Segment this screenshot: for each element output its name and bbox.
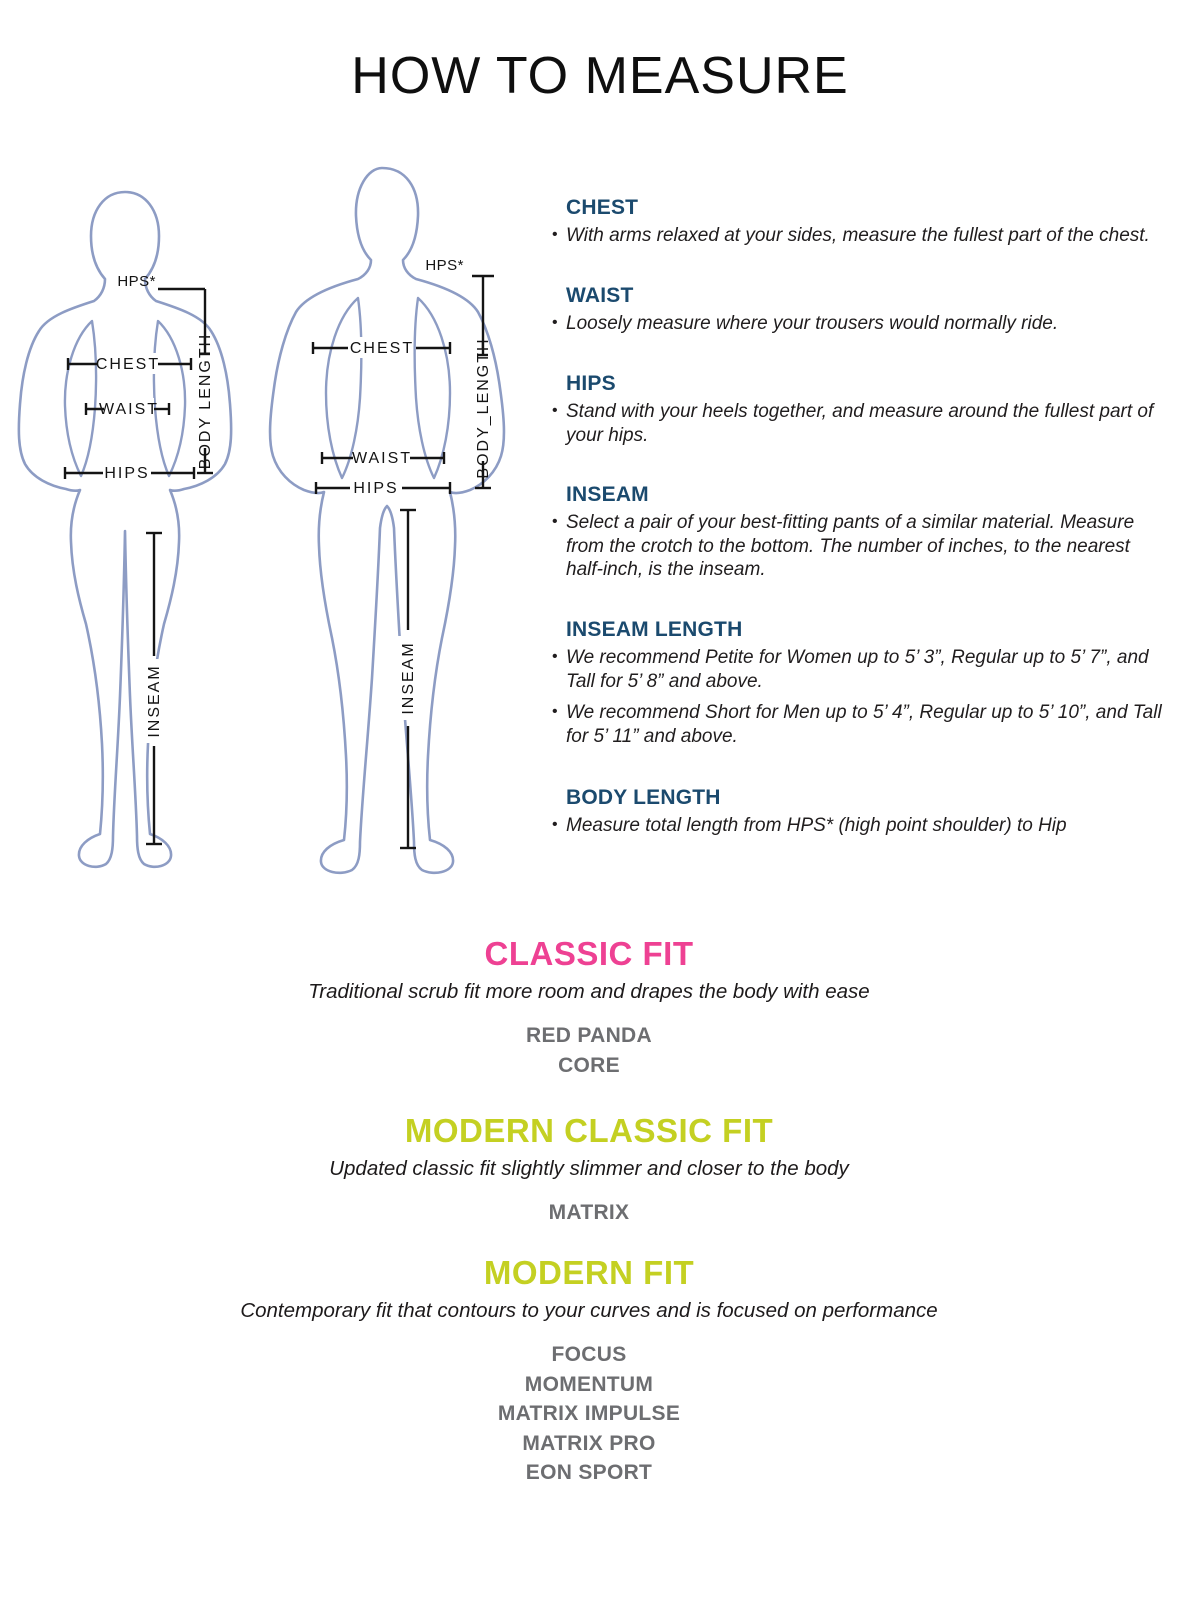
male-body-outline [270, 168, 504, 873]
fit-modern-classic-description: Updated classic fit slightly slimmer and closer to the body [329, 1157, 849, 1181]
male-figure-diagram [256, 158, 518, 880]
female-hips-label: HIPS [104, 465, 150, 482]
fit-classic-products [0, 1021, 1178, 1080]
section-chest [552, 196, 1168, 256]
section-hips-bullet: • Stand with your heels together, and measure around the fullest part of your hips. [552, 400, 1168, 447]
section-waist-bullet: • Loosely measure where your trousers would normally ride. [552, 312, 1168, 336]
section-hips [552, 372, 1168, 455]
female-waist-label: WAIST [98, 401, 160, 418]
product-matrix-impulse: MATRIX IMPULSE [497, 1402, 681, 1426]
product-matrix-pro: MATRIX PRO [522, 1431, 656, 1455]
page-title: HOW TO MEASURE [351, 47, 849, 105]
section-inseam-heading: INSEAM [566, 483, 649, 506]
section-hips-heading: HIPS [566, 372, 616, 395]
female-left-arm-gap [65, 321, 96, 476]
section-waist-heading: WAIST [566, 284, 634, 307]
product-red-panda: RED PANDA [526, 1024, 652, 1048]
male-waist-label: WAIST [351, 450, 413, 467]
product-matrix: MATRIX [548, 1201, 630, 1225]
section-chest-heading: CHEST [566, 196, 639, 219]
male-inseam-label: INSEAM [400, 641, 417, 715]
section-inseam [552, 483, 1168, 590]
section-inseam-length-bullet-women: • We recommend Petite for Women up to 5’ 3”, Regular up to 5’ 7”, and Tall for 5’ 8” and above. [552, 646, 1168, 693]
product-focus: FOCUS [551, 1343, 627, 1367]
female-inseam-label: INSEAM [146, 664, 163, 738]
male-chest-label: CHEST [349, 340, 415, 357]
fit-classic-name: CLASSIC FIT [484, 935, 694, 972]
male-hps-label: HPS* [425, 257, 464, 274]
section-inseam-bullet: • Select a pair of your best-fitting pants of a similar material. Measure from the crotch to the bottom. The number of inches, to the nearest half-inch, is the inseam. [552, 511, 1168, 582]
section-inseam-length-bullet-men: • We recommend Short for Men up to 5’ 4”, Regular up to 5’ 10”, and Tall for 5’ 11” and above. [552, 701, 1168, 748]
fit-modern [0, 1255, 1178, 1488]
female-right-arm-gap [154, 321, 185, 476]
fit-modern-description: Contemporary fit that contours to your curves and is focused on performance [240, 1299, 938, 1323]
male-right-arm-gap [415, 298, 450, 478]
fit-classic [0, 936, 1178, 1080]
section-chest-bullet: • With arms relaxed at your sides, measure the fullest part of the chest. [552, 224, 1168, 248]
section-body-length-bullet: • Measure total length from HPS* (high point shoulder) to Hip [552, 814, 1168, 838]
section-inseam-length-heading: INSEAM LENGTH [566, 618, 743, 641]
female-chest-label: CHEST [95, 356, 161, 373]
product-core: CORE [558, 1053, 620, 1077]
fit-classic-description: Traditional scrub fit more room and drapes the body with ease [308, 980, 870, 1004]
fit-modern-products [0, 1340, 1178, 1488]
section-body-length [552, 786, 1168, 846]
fit-modern-name: MODERN FIT [483, 1254, 695, 1291]
fit-modern-classic [0, 1113, 1178, 1228]
male-body-length-label: BODY_LENGTH [475, 337, 492, 479]
female-hps-label: HPS* [117, 273, 156, 290]
fit-modern-classic-name: MODERN CLASSIC FIT [404, 1112, 774, 1149]
male-hips-label: HIPS [353, 480, 399, 497]
female-figure-diagram [8, 186, 243, 886]
product-eon-sport: EON SPORT [525, 1461, 653, 1485]
fit-modern-classic-products [0, 1198, 1178, 1228]
section-body-length-heading: BODY LENGTH [566, 786, 721, 809]
female-body-outline [19, 192, 231, 867]
section-inseam-length [552, 618, 1168, 756]
product-momentum: MOMENTUM [524, 1372, 654, 1396]
female-body-length-label: BODY LENGTH [197, 332, 214, 470]
section-waist [552, 284, 1168, 344]
